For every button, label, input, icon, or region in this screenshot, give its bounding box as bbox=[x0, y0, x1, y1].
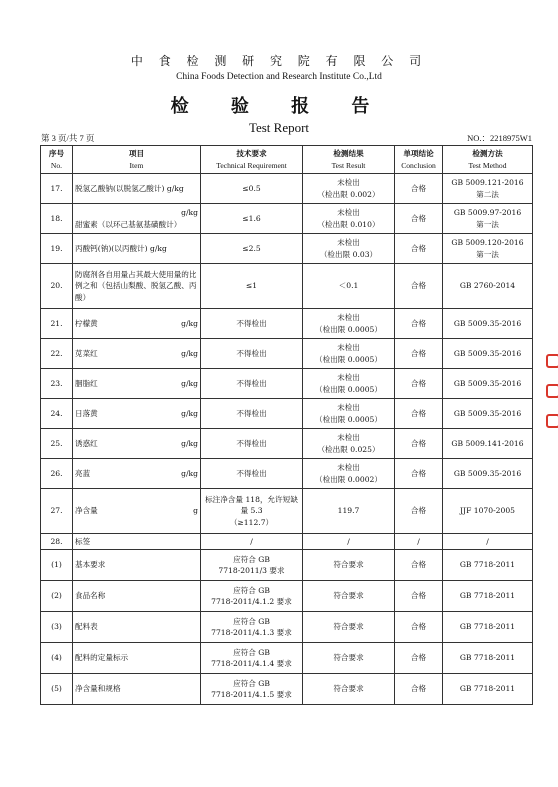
table-row bbox=[41, 234, 533, 264]
stamp-mark bbox=[546, 354, 558, 368]
cell-requirement: ≤0.5 bbox=[201, 174, 303, 204]
table-header-row bbox=[41, 146, 533, 174]
col-header-item: 项目 Item bbox=[73, 146, 201, 174]
cell-conclusion: / bbox=[395, 534, 443, 550]
cell-method: GB 7718-2011 bbox=[443, 612, 533, 643]
cell-item bbox=[73, 339, 201, 369]
cell-item-text: 丙酸钙(钠)(以丙酸计) g/kg bbox=[75, 243, 167, 253]
table-row bbox=[41, 643, 533, 674]
cell-item bbox=[73, 674, 201, 705]
cell-result: 119.7 bbox=[303, 489, 395, 534]
col-header-conclusion: 单项结论 Conclusion bbox=[395, 146, 443, 174]
table-row bbox=[41, 264, 533, 309]
table-row bbox=[41, 309, 533, 339]
cell-no: 27. bbox=[41, 489, 73, 534]
org-name-en: China Foods Detection and Research Institute Co.,Ltd bbox=[176, 72, 382, 82]
table-row bbox=[41, 339, 533, 369]
cell-requirement: 不得检出 bbox=[201, 429, 303, 459]
table-row bbox=[41, 429, 533, 459]
cell-no: 25. bbox=[41, 429, 73, 459]
cell-no: (2) bbox=[41, 581, 73, 612]
cell-unit: g/kg bbox=[181, 348, 198, 358]
cell-method: JJF 1070-2005 bbox=[443, 489, 533, 534]
cell-item-text: 柠檬黄 bbox=[75, 318, 98, 328]
table-row bbox=[41, 612, 533, 643]
cell-method: GB 5009.35-2016 bbox=[443, 339, 533, 369]
cell-result: 未检出 （检出限 0.0005） bbox=[303, 369, 395, 399]
cell-no: 17. bbox=[41, 174, 73, 204]
cell-no: (4) bbox=[41, 643, 73, 674]
cell-conclusion: 合格 bbox=[395, 264, 443, 309]
cell-method: GB 2760-2014 bbox=[443, 264, 533, 309]
cell-item-text: 防腐剂各自用量占其最大使用量的比例之和（包括山梨酸、脱氢乙酸、丙酸） bbox=[75, 269, 197, 302]
cell-conclusion: 合格 bbox=[395, 174, 443, 204]
cell-method: / bbox=[443, 534, 533, 550]
cell-no: (1) bbox=[41, 550, 73, 581]
cell-result: 符合要求 bbox=[303, 643, 395, 674]
cell-item bbox=[73, 459, 201, 489]
cell-result: 符合要求 bbox=[303, 674, 395, 705]
cell-method: GB 5009.141-2016 bbox=[443, 429, 533, 459]
cell-result: 符合要求 bbox=[303, 550, 395, 581]
cell-method: GB 5009.97-2016 第一法 bbox=[443, 204, 533, 234]
cell-item bbox=[73, 204, 201, 234]
report-header bbox=[0, 52, 558, 136]
cell-requirement: 不得检出 bbox=[201, 309, 303, 339]
report-number: NO.：2218975W1 bbox=[467, 133, 532, 143]
cell-no: 26. bbox=[41, 459, 73, 489]
cell-result: 未检出 （检出限 0.010） bbox=[303, 204, 395, 234]
cell-item bbox=[73, 264, 201, 309]
cell-no: 18. bbox=[41, 204, 73, 234]
cell-item-text: 亮蓝 bbox=[75, 468, 91, 478]
cell-unit: g/kg bbox=[181, 438, 198, 448]
col-header-result: 检测结果 Test Result bbox=[303, 146, 395, 174]
table-row bbox=[41, 174, 533, 204]
cell-no: 23. bbox=[41, 369, 73, 399]
cell-result: 符合要求 bbox=[303, 612, 395, 643]
cell-item bbox=[73, 309, 201, 339]
cell-result: 未检出 （检出限 0.0005） bbox=[303, 399, 395, 429]
cell-item-text: 净含量和规格 bbox=[75, 684, 121, 694]
cell-requirement: ≤2.5 bbox=[201, 234, 303, 264]
cell-item bbox=[73, 369, 201, 399]
cell-no: 19. bbox=[41, 234, 73, 264]
table-row bbox=[41, 489, 533, 534]
cell-result: 未检出 （检出限 0.0005） bbox=[303, 339, 395, 369]
cell-conclusion: 合格 bbox=[395, 612, 443, 643]
cell-item bbox=[73, 429, 201, 459]
col-header-method: 检测方法 Test Method bbox=[443, 146, 533, 174]
cell-unit: g bbox=[193, 506, 198, 516]
cell-unit: g/kg bbox=[181, 408, 198, 418]
cell-requirement: 不得检出 bbox=[201, 339, 303, 369]
cell-conclusion: 合格 bbox=[395, 234, 443, 264]
report-meta bbox=[41, 132, 532, 144]
cell-item bbox=[73, 534, 201, 550]
cell-method: GB 7718-2011 bbox=[443, 550, 533, 581]
cell-no: 20. bbox=[41, 264, 73, 309]
cell-no: (3) bbox=[41, 612, 73, 643]
cell-conclusion: 合格 bbox=[395, 459, 443, 489]
cell-requirement: 不得检出 bbox=[201, 459, 303, 489]
cell-item-text: 日落黄 bbox=[75, 408, 98, 418]
cell-method: GB 7718-2011 bbox=[443, 581, 533, 612]
col-header-no: 序号 No. bbox=[41, 146, 73, 174]
cell-method: GB 5009.35-2016 bbox=[443, 459, 533, 489]
cell-requirement: 应符合 GB 7718-2011/4.1.3 要求 bbox=[201, 612, 303, 643]
cell-result: 未检出 （检出限 0.025） bbox=[303, 429, 395, 459]
cell-conclusion: 合格 bbox=[395, 309, 443, 339]
table-row bbox=[41, 534, 533, 550]
cell-requirement: 应符合 GB 7718-2011/3 要求 bbox=[201, 550, 303, 581]
cell-item bbox=[73, 612, 201, 643]
cell-conclusion: 合格 bbox=[395, 643, 443, 674]
cell-item-text: 脱氢乙酸钠(以脱氢乙酸计) g/kg bbox=[75, 183, 184, 193]
cell-unit: g/kg bbox=[181, 378, 198, 388]
cell-unit: g/kg bbox=[181, 208, 198, 218]
cell-conclusion: 合格 bbox=[395, 369, 443, 399]
cell-requirement: 不得检出 bbox=[201, 399, 303, 429]
cell-conclusion: 合格 bbox=[395, 204, 443, 234]
cell-result: / bbox=[303, 534, 395, 550]
red-stamp-fragment bbox=[544, 348, 558, 438]
table-row bbox=[41, 204, 533, 234]
cell-requirement: ≤1.6 bbox=[201, 204, 303, 234]
cell-conclusion: 合格 bbox=[395, 489, 443, 534]
cell-method: GB 5009.35-2016 bbox=[443, 369, 533, 399]
cell-requirement: 应符合 GB 7718-2011/4.1.2 要求 bbox=[201, 581, 303, 612]
page-indicator: 第 3 页/共 7 页 bbox=[41, 133, 95, 143]
table-row bbox=[41, 581, 533, 612]
cell-unit: g/kg bbox=[181, 468, 198, 478]
cell-method: GB 7718-2011 bbox=[443, 643, 533, 674]
cell-requirement: 应符合 GB 7718-2011/4.1.5 要求 bbox=[201, 674, 303, 705]
col-header-requirement: 技术要求 Technical Requirement bbox=[201, 146, 303, 174]
cell-requirement: ≤1 bbox=[201, 264, 303, 309]
cell-item-text: 标签 bbox=[75, 536, 91, 546]
cell-result: 未检出 （检出限 0.0005） bbox=[303, 309, 395, 339]
cell-item bbox=[73, 643, 201, 674]
cell-conclusion: 合格 bbox=[395, 399, 443, 429]
cell-item-text: 配料表 bbox=[75, 622, 98, 632]
cell-conclusion: 合格 bbox=[395, 674, 443, 705]
cell-item bbox=[73, 174, 201, 204]
table-body bbox=[41, 174, 533, 705]
cell-result: 未检出 （检出限 0.03） bbox=[303, 234, 395, 264]
cell-item-text: 诱惑红 bbox=[75, 438, 98, 448]
cell-result: 符合要求 bbox=[303, 581, 395, 612]
cell-method: GB 5009.120-2016 第一法 bbox=[443, 234, 533, 264]
cell-result: ＜0.1 bbox=[303, 264, 395, 309]
cell-conclusion: 合格 bbox=[395, 550, 443, 581]
cell-item-text: 苋菜红 bbox=[75, 348, 98, 358]
cell-requirement: 不得检出 bbox=[201, 369, 303, 399]
cell-item bbox=[73, 550, 201, 581]
table-row bbox=[41, 369, 533, 399]
cell-method: GB 5009.35-2016 bbox=[443, 399, 533, 429]
table-row bbox=[41, 674, 533, 705]
table-row bbox=[41, 399, 533, 429]
cell-item-text: 净含量 bbox=[75, 506, 98, 516]
cell-no: 28. bbox=[41, 534, 73, 550]
cell-no: 24. bbox=[41, 399, 73, 429]
cell-conclusion: 合格 bbox=[395, 429, 443, 459]
cell-item bbox=[73, 581, 201, 612]
cell-item bbox=[73, 489, 201, 534]
cell-method: GB 5009.35-2016 bbox=[443, 309, 533, 339]
cell-item-text: 胭脂红 bbox=[75, 378, 98, 388]
cell-no: 21. bbox=[41, 309, 73, 339]
cell-no: 22. bbox=[41, 339, 73, 369]
cell-item-text: 食品名称 bbox=[75, 591, 106, 601]
cell-item bbox=[73, 399, 201, 429]
cell-unit: g/kg bbox=[181, 318, 198, 328]
cell-requirement: / bbox=[201, 534, 303, 550]
cell-conclusion: 合格 bbox=[395, 339, 443, 369]
cell-item-text: 基本要求 bbox=[75, 560, 106, 570]
report-title-cn: 检 验 报 告 bbox=[170, 96, 388, 117]
cell-requirement: 标注净含量 118，允许短缺量 5.3 （≥112.7） bbox=[201, 489, 303, 534]
stamp-mark bbox=[546, 384, 558, 398]
cell-no: (5) bbox=[41, 674, 73, 705]
org-name-cn: 中 食 检 测 研 究 院 有 限 公 司 bbox=[130, 54, 428, 68]
report-title-en: Test Report bbox=[248, 120, 310, 135]
stamp-mark bbox=[546, 414, 558, 428]
cell-method: GB 7718-2011 bbox=[443, 674, 533, 705]
results-table bbox=[40, 145, 533, 705]
cell-conclusion: 合格 bbox=[395, 581, 443, 612]
cell-item bbox=[73, 234, 201, 264]
cell-result: 未检出 （检出限 0.002） bbox=[303, 174, 395, 204]
cell-item-text: 配料的定量标示 bbox=[75, 653, 129, 663]
cell-result: 未检出 （检出限 0.0002） bbox=[303, 459, 395, 489]
table-row bbox=[41, 550, 533, 581]
cell-item-text: 甜蜜素（以环己基氨基磺酸计） bbox=[75, 219, 182, 229]
cell-method: GB 5009.121-2016 第二法 bbox=[443, 174, 533, 204]
cell-requirement: 应符合 GB 7718-2011/4.1.4 要求 bbox=[201, 643, 303, 674]
table-row bbox=[41, 459, 533, 489]
